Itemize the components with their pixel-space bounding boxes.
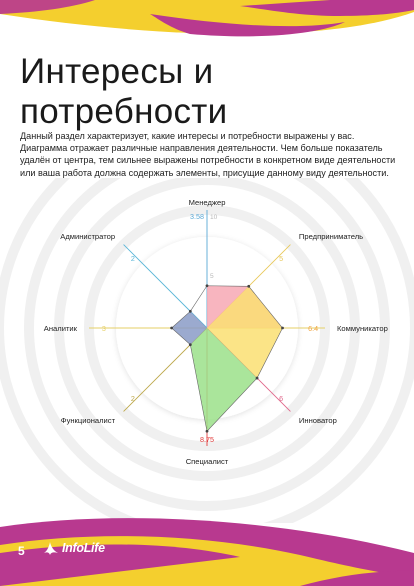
radar-tick-label: 5: [210, 273, 214, 280]
page-title: Интересы и потребности: [20, 52, 228, 131]
radar-point: [281, 327, 284, 330]
radar-point: [256, 377, 259, 380]
radar-axis-label: Менеджер: [188, 198, 226, 207]
logo-icon: [42, 540, 60, 556]
radar-axis-label: Инноватор: [298, 415, 337, 425]
radar-point: [247, 285, 250, 288]
logo-text: InfoLife: [62, 541, 105, 555]
page-number: 5: [18, 544, 25, 558]
radar-axis-label: Аналитик: [43, 324, 77, 333]
radar-point: [206, 284, 209, 287]
radar-value-label: 5: [279, 253, 284, 263]
radar-value-label: 6: [279, 394, 284, 404]
radar-axis-label: Специалист: [185, 457, 229, 466]
radar-point: [170, 327, 173, 330]
radar-value-label: 8.75: [200, 435, 214, 444]
radar-value-label: 2: [130, 394, 135, 404]
radar-point: [189, 310, 192, 313]
radar-tick-label: 10: [210, 214, 218, 221]
intro-paragraph: Данный раздел характеризует, какие интересы и потребности выражены у вас. Диаграмма отражает различные направления деятельности. Чем больше показатель удалён от центра, тем сильнее выражены потребности в конкретном виде деятельности или ваша работа должна содержать элементы, присущие данному виду деятельности.: [20, 131, 396, 178]
radar-axis-label: Администратор: [60, 232, 116, 242]
radar-axis-label: Коммуникатор: [337, 324, 388, 333]
radar-value-label: 6.4: [308, 324, 319, 333]
radar-axis-label: Функционалист: [60, 415, 116, 425]
radar-point: [189, 343, 192, 346]
radar-axis-label: Предприниматель: [298, 232, 364, 242]
radar-value-label: 2: [130, 253, 135, 263]
radar-chart: [0, 178, 414, 523]
header-decoration: [0, 0, 414, 60]
radar-point: [206, 430, 209, 433]
brand-logo: [42, 540, 105, 556]
radar-value-label: 3: [101, 324, 106, 333]
radar-value-label: 3.58: [190, 212, 204, 221]
